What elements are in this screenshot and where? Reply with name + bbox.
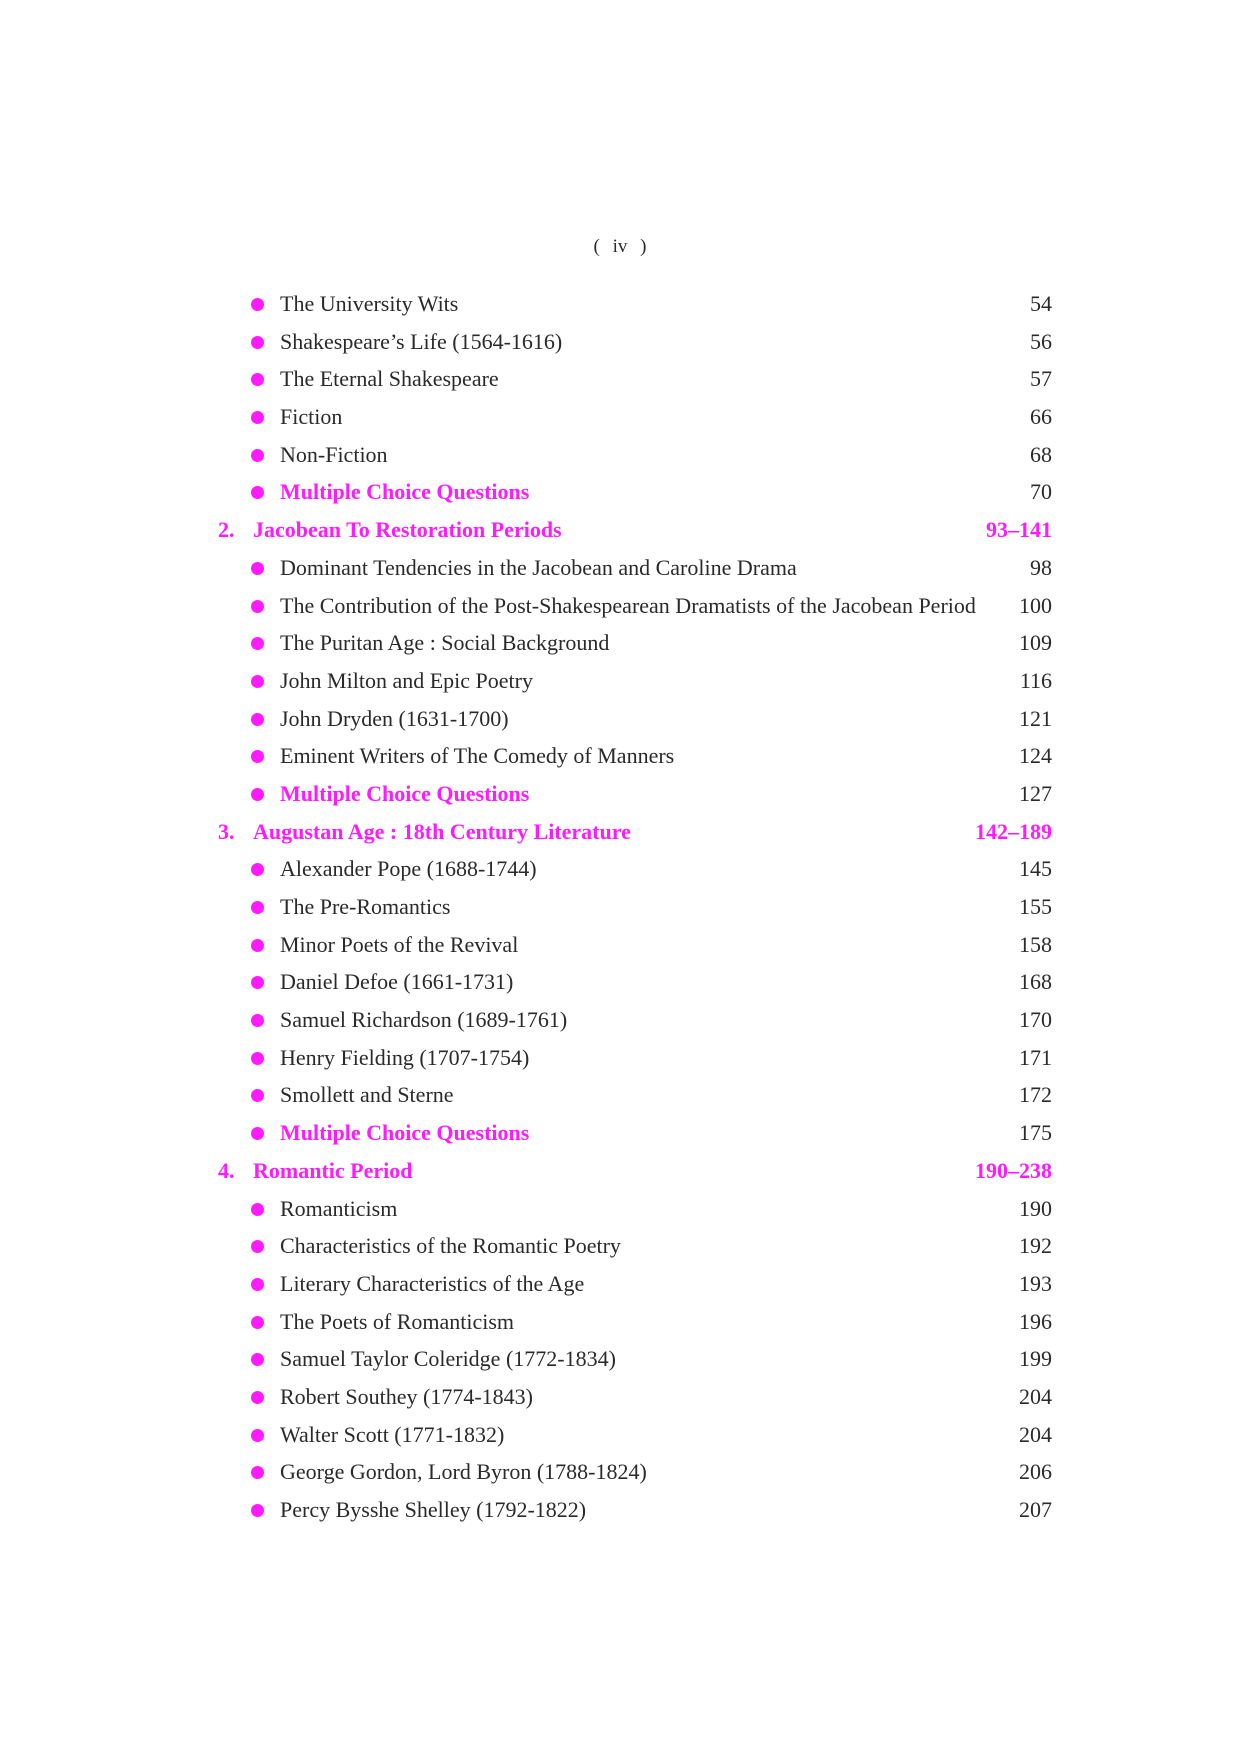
- entry-page-number: 192: [1019, 1233, 1052, 1259]
- entry-title: Multiple Choice Questions: [280, 780, 530, 806]
- toc-entry[interactable]: [0, 1265, 1240, 1303]
- entry-title: Multiple Choice Questions: [280, 1120, 530, 1146]
- bullet-icon: [251, 863, 264, 876]
- toc-entry[interactable]: [0, 549, 1240, 587]
- bullet-icon: [251, 1466, 264, 1479]
- bullet-icon: [251, 976, 264, 989]
- entry-title: The Pre-Romantics: [280, 894, 451, 919]
- toc-entry[interactable]: [0, 1378, 1240, 1416]
- entry-page-number: 66: [1030, 404, 1052, 430]
- toc-entry[interactable]: [0, 1416, 1240, 1454]
- bullet-icon: [251, 411, 264, 424]
- entry-title: Shakespeare’s Life (1564-1616): [280, 328, 563, 354]
- bullet-icon: [251, 1240, 264, 1253]
- toc-entry[interactable]: [0, 473, 1240, 511]
- toc-entry[interactable]: [0, 360, 1240, 398]
- chapter-heading[interactable]: [0, 813, 1240, 851]
- entry-title: Robert Southey (1774-1843): [280, 1383, 533, 1409]
- bullet-icon: [251, 600, 264, 613]
- entry-title: The Puritan Age : Social Background: [280, 630, 610, 656]
- entry-title: Literary Characteristics of the Age: [280, 1270, 585, 1296]
- entry-title: Augustan Age : 18th Century Literature: [253, 818, 631, 844]
- entry-page-number: 100: [1019, 592, 1052, 618]
- toc-entry[interactable]: [0, 1039, 1240, 1077]
- toc-entry[interactable]: [0, 926, 1240, 964]
- bullet-icon: [251, 486, 264, 499]
- entry-title: Samuel Taylor Coleridge (1772-1834): [280, 1346, 616, 1372]
- entry-page-number: 70: [1030, 479, 1052, 505]
- bullet-icon: [251, 1353, 264, 1366]
- toc-entry[interactable]: [0, 700, 1240, 738]
- bullet-icon: [251, 1127, 264, 1140]
- entry-title: Percy Bysshe Shelley (1792-1822): [280, 1497, 587, 1522]
- entry-page-number: 171: [1019, 1044, 1052, 1070]
- entry-title: Walter Scott (1771-1832): [280, 1421, 505, 1447]
- entry-title: Fiction: [280, 404, 343, 430]
- toc-entry[interactable]: [0, 436, 1240, 474]
- entry-title: John Dryden (1631-1700): [280, 705, 509, 731]
- bullet-icon: [251, 1014, 264, 1027]
- entry-page-number: 98: [1030, 554, 1052, 580]
- entry-page-number: 204: [1019, 1383, 1052, 1409]
- bullet-icon: [251, 1429, 264, 1442]
- entry-title: Minor Poets of the Revival: [280, 931, 519, 957]
- entry-title: John Milton and Epic Poetry: [280, 667, 533, 693]
- toc-entry[interactable]: [0, 1076, 1240, 1114]
- entry-title: The Contribution of the Post-Shakespearean Dramatists of the Jacobean Period: [280, 592, 976, 618]
- bullet-icon: [251, 637, 264, 650]
- entry-page-number: 204: [1019, 1421, 1052, 1447]
- entry-title: Alexander Pope (1688-1744): [280, 856, 537, 882]
- entry-title: Eminent Writers of The Comedy of Manners: [280, 743, 675, 769]
- entry-page-number: 68: [1030, 441, 1052, 467]
- bullet-icon: [251, 298, 264, 311]
- entry-page-number: 142–189: [975, 818, 1052, 844]
- entry-page-number: 54: [1030, 291, 1052, 316]
- entry-page-number: 155: [1019, 894, 1052, 919]
- entry-page-number: 93–141: [986, 517, 1052, 543]
- table-of-contents: [0, 285, 1240, 1529]
- entry-title: The Eternal Shakespeare: [280, 366, 499, 392]
- bullet-icon: [251, 939, 264, 952]
- toc-entry[interactable]: [0, 323, 1240, 361]
- bullet-icon: [251, 713, 264, 726]
- entry-page-number: 116: [1019, 667, 1052, 693]
- toc-entry[interactable]: [0, 775, 1240, 813]
- entry-title: Romantic Period: [253, 1157, 413, 1183]
- toc-entry[interactable]: [0, 1114, 1240, 1152]
- bullet-icon: [251, 901, 264, 914]
- entry-page-number: 57: [1030, 366, 1052, 392]
- entry-page-number: 175: [1019, 1120, 1052, 1146]
- bullet-icon: [251, 788, 264, 801]
- entry-page-number: 196: [1019, 1308, 1052, 1334]
- bullet-icon: [251, 373, 264, 386]
- entry-page-number: 56: [1030, 328, 1052, 354]
- entry-title: Multiple Choice Questions: [280, 479, 530, 505]
- toc-entry[interactable]: [0, 1227, 1240, 1265]
- toc-entry[interactable]: [0, 1001, 1240, 1039]
- toc-entry[interactable]: [0, 963, 1240, 1001]
- bullet-icon: [251, 336, 264, 349]
- entry-title: Henry Fielding (1707-1754): [280, 1044, 530, 1070]
- entry-page-number: 207: [1019, 1497, 1052, 1522]
- bullet-icon: [251, 1504, 264, 1517]
- chapter-number: 2.: [218, 517, 235, 543]
- entry-page-number: 172: [1019, 1082, 1052, 1108]
- toc-entry[interactable]: [0, 587, 1240, 625]
- entry-page-number: 109: [1019, 630, 1052, 656]
- entry-page-number: 127: [1019, 780, 1052, 806]
- entry-title: Jacobean To Restoration Periods: [253, 517, 562, 543]
- bullet-icon: [251, 1203, 264, 1216]
- entry-page-number: 170: [1019, 1007, 1052, 1033]
- bullet-icon: [251, 675, 264, 688]
- toc-entry[interactable]: [0, 285, 1240, 323]
- entry-title: George Gordon, Lord Byron (1788-1824): [280, 1459, 647, 1485]
- entry-title: Romanticism: [280, 1195, 398, 1221]
- toc-entry[interactable]: [0, 737, 1240, 775]
- entry-title: Characteristics of the Romantic Poetry: [280, 1233, 621, 1259]
- toc-entry[interactable]: [0, 850, 1240, 888]
- toc-entry[interactable]: [0, 1453, 1240, 1491]
- entry-page-number: 190–238: [975, 1157, 1052, 1183]
- toc-entry[interactable]: [0, 662, 1240, 700]
- entry-page-number: 145: [1019, 856, 1052, 882]
- bullet-icon: [251, 1278, 264, 1291]
- chapter-number: 3.: [218, 818, 235, 844]
- entry-page-number: 199: [1019, 1346, 1052, 1372]
- chapter-heading[interactable]: [0, 511, 1240, 549]
- toc-entry[interactable]: [0, 1340, 1240, 1378]
- entry-title: Dominant Tendencies in the Jacobean and Caroline Drama: [280, 554, 797, 580]
- bullet-icon: [251, 750, 264, 763]
- chapter-number: 4.: [218, 1157, 235, 1183]
- toc-entry[interactable]: [0, 1190, 1240, 1228]
- bullet-icon: [251, 449, 264, 462]
- entry-title: The University Wits: [280, 291, 459, 316]
- page-number: ( iv ): [593, 236, 647, 257]
- bullet-icon: [251, 1052, 264, 1065]
- toc-entry[interactable]: [0, 398, 1240, 436]
- entry-title: Daniel Defoe (1661-1731): [280, 969, 514, 995]
- bullet-icon: [251, 562, 264, 575]
- entry-page-number: 121: [1019, 705, 1052, 731]
- entry-title: The Poets of Romanticism: [280, 1308, 515, 1334]
- toc-entry[interactable]: [0, 888, 1240, 926]
- entry-title: Smollett and Sterne: [280, 1082, 454, 1108]
- entry-title: Non-Fiction: [280, 441, 388, 467]
- toc-entry[interactable]: [0, 1491, 1240, 1529]
- bullet-icon: [251, 1089, 264, 1102]
- chapter-heading[interactable]: [0, 1152, 1240, 1190]
- entry-page-number: 124: [1019, 743, 1052, 769]
- entry-page-number: 206: [1019, 1459, 1052, 1485]
- entry-page-number: 158: [1019, 931, 1052, 957]
- bullet-icon: [251, 1391, 264, 1404]
- entry-title: Samuel Richardson (1689-1761): [280, 1007, 568, 1033]
- toc-entry[interactable]: [0, 624, 1240, 662]
- entry-page-number: 190: [1019, 1195, 1052, 1221]
- bullet-icon: [251, 1316, 264, 1329]
- entry-page-number: 168: [1019, 969, 1052, 995]
- entry-page-number: 193: [1019, 1270, 1052, 1296]
- toc-entry[interactable]: [0, 1303, 1240, 1341]
